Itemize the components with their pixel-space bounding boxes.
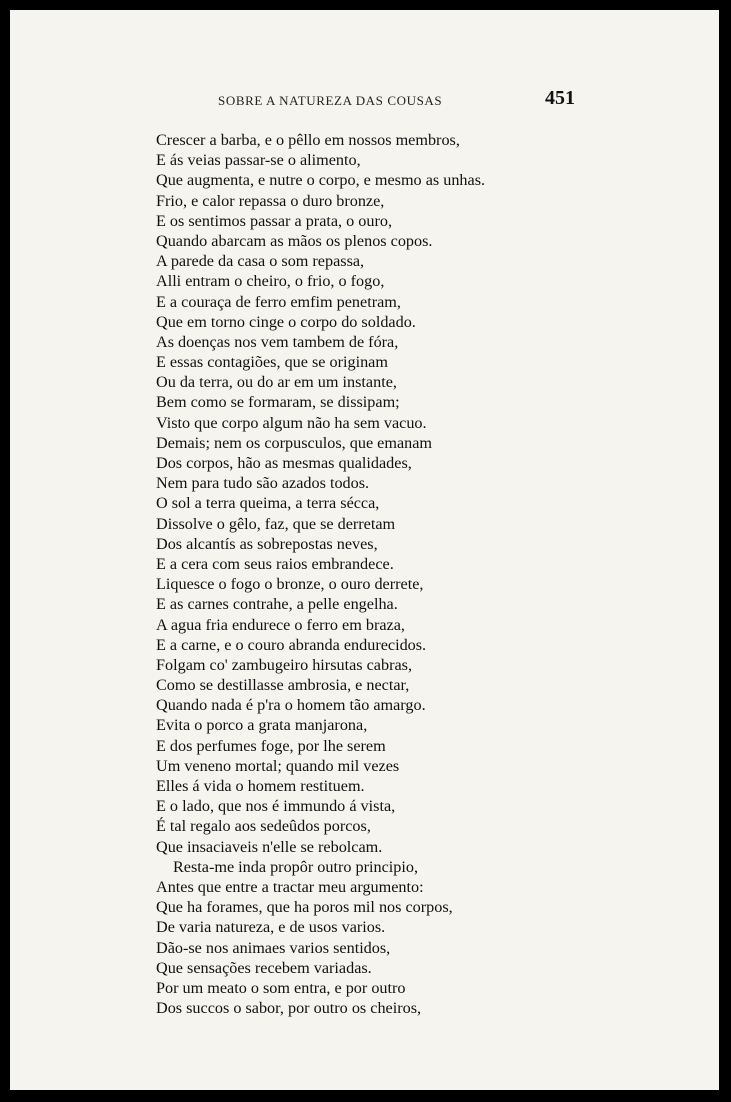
verse-line: Antes que entre a tractar meu argumento: xyxy=(156,877,424,896)
verse-line: Demais; nem os corpusculos, que emanam xyxy=(156,433,433,452)
verse-line: E o lado, que nos é immundo á vista, xyxy=(156,797,396,816)
verse-line: Liquesce o fogo o bronze, o ouro derrete, xyxy=(156,575,424,594)
verse-line: As doenças nos vem tambem de fóra, xyxy=(156,332,399,351)
verse-line: Quando abarcam as mãos os plenos copos. xyxy=(156,231,433,250)
verse-line: A parede da casa o som repassa, xyxy=(156,252,365,271)
verse-line: Folgam co' zambugeiro hirsutas cabras, xyxy=(156,655,412,674)
verse-line: E essas contagiões, que se originam xyxy=(156,353,388,372)
verse-line: E a couraça de ferro emfim penetram, xyxy=(156,292,401,311)
verse-line: De varia natureza, e de usos varios. xyxy=(156,918,386,937)
verse-line: Dos succos o sabor, por outro os cheiros, xyxy=(156,999,422,1018)
verse-line: E ás veias passar-se o alimento, xyxy=(156,151,361,170)
page-number: 451 xyxy=(545,87,575,109)
verse-line: Como se destillasse ambrosia, e nectar, xyxy=(156,676,410,695)
verse-line: Dos alcantís as sobrepostas neves, xyxy=(156,534,378,553)
verse-line: Por um meato o som entra, e por outro xyxy=(156,978,406,997)
verse-line: Que em torno cinge o corpo do soldado. xyxy=(156,312,416,331)
verse-line: Elles á vida o homem restituem. xyxy=(156,777,365,795)
verse-line: Quando nada é p'ra o homem tão amargo. xyxy=(156,696,426,715)
verse-line: Frio, e calor repassa o duro bronze, xyxy=(156,191,385,210)
verse-line: Que insaciaveis n'elle se rebolcam. xyxy=(156,837,383,856)
verse-line: E os sentimos passar a prata, o ouro, xyxy=(156,211,393,230)
verse-line: Que augmenta, e nutre o corpo, e mesmo as unhas. xyxy=(156,171,486,190)
verse-line: Alli entram o cheiro, o frio, o fogo, xyxy=(156,272,385,291)
book-page xyxy=(10,10,719,1090)
verse-line: Nem para tudo são azados todos. xyxy=(156,474,370,493)
verse-line: Que sensações recebem variadas. xyxy=(156,958,372,977)
verse-line: E as carnes contrahe, a pelle engelha. xyxy=(156,595,398,614)
verse-line: Ou da terra, ou do ar em um instante, xyxy=(156,373,397,392)
verse-line: Dão-se nos animaes varios sentidos, xyxy=(156,938,391,957)
verse-line: Evita o porco a grata manjarona, xyxy=(156,716,368,735)
running-header: SOBRE A NATUREZA DAS COUSAS xyxy=(218,93,443,108)
verse-line: Que ha forames, que ha poros mil nos corpos, xyxy=(156,898,453,917)
verse-line: Dos corpos, hão as mesmas qualidades, xyxy=(156,454,412,472)
verse-line: Resta-me inda propôr outro principio, xyxy=(173,857,419,876)
verse-line: A agua fria endurece o ferro em braza, xyxy=(156,615,405,634)
verse-block xyxy=(156,130,485,1018)
verse-line: Bem como se formaram, se dissipam; xyxy=(156,393,400,412)
verse-line: É tal regalo aos sedeûdos porcos, xyxy=(156,817,371,836)
verse-line: E a carne, e o couro abranda endurecidos. xyxy=(156,635,427,654)
verse-line: Dissolve o gêlo, faz, que se derretam xyxy=(156,514,396,533)
verse-line: E a cera com seus raios embrandece. xyxy=(156,554,394,573)
verse-line: O sol a terra queima, a terra sécca, xyxy=(156,494,380,513)
verse-line: E dos perfumes foge, por lhe serem xyxy=(156,736,386,755)
verse-line: Visto que corpo algum não ha sem vacuo. xyxy=(156,413,427,432)
verse-line: Um veneno mortal; quando mil vezes xyxy=(156,756,400,775)
verse-line: Crescer a barba, e o pêllo em nossos membros, xyxy=(156,131,460,149)
